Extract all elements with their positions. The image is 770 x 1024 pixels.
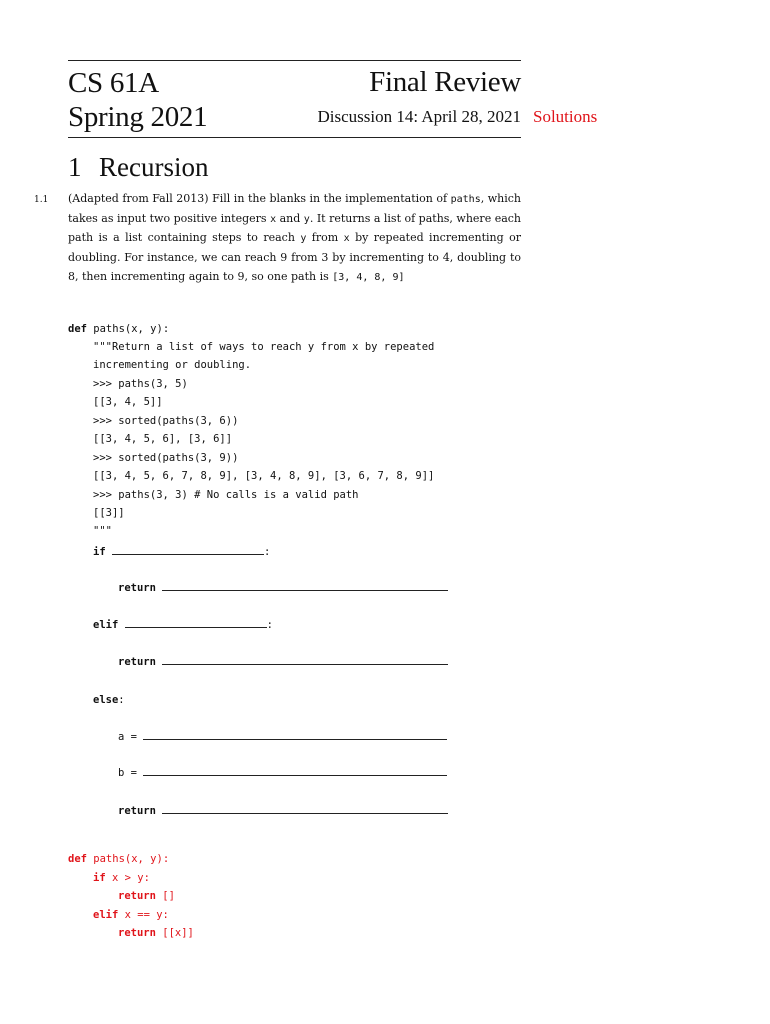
document-title: Final Review bbox=[369, 66, 521, 98]
solutions-label: Solutions bbox=[533, 107, 598, 126]
header-top-rule bbox=[68, 60, 521, 61]
return-line: return bbox=[118, 581, 448, 595]
course-term: Spring 2021 bbox=[68, 101, 208, 133]
docstring-line: >>> paths(3, 5) bbox=[93, 378, 188, 390]
docstring-line: [[3, 4, 5]] bbox=[93, 396, 163, 408]
section-title: Recursion bbox=[99, 152, 209, 182]
return-line: return bbox=[118, 655, 448, 669]
fill-blank[interactable] bbox=[162, 804, 448, 814]
docstring-line: """Return a list of ways to reach y from x by repeated bbox=[93, 341, 435, 353]
if-line: if : bbox=[93, 546, 271, 558]
fill-blank[interactable] bbox=[143, 766, 447, 776]
question-number: 1.1 bbox=[34, 195, 49, 205]
solution-line: def paths(x, y): bbox=[68, 853, 170, 865]
inline-code: x bbox=[343, 233, 350, 245]
fill-blank[interactable] bbox=[143, 730, 447, 740]
else-line: else: bbox=[93, 694, 125, 706]
docstring-line: >>> paths(3, 3) # No calls is a valid path bbox=[93, 489, 359, 501]
docstring-line: >>> sorted(paths(3, 9)) bbox=[93, 452, 239, 464]
discussion-subtitle: Discussion 14: April 28, 2021 bbox=[317, 107, 521, 126]
assign-b-line: b = bbox=[118, 766, 447, 780]
solution-line: elif x == y: bbox=[93, 909, 169, 921]
inline-code: [3, 4, 8, 9] bbox=[332, 271, 405, 283]
docstring-line: """ bbox=[93, 525, 112, 537]
docstring-line: incrementing or doubling. bbox=[93, 359, 252, 371]
docstring-line: >>> sorted(paths(3, 6)) bbox=[93, 415, 239, 427]
solution-line: if x > y: bbox=[93, 872, 150, 884]
question-text: (Adapted from Fall 2013) Fill in the blanks in the implementation of paths, which takes as input two positive integers x and y. It returns a list of paths, where each path is a list containing steps to reach y from x by repeated incrementing or doubling. For instance, we can reach 9 from 3 by incrementing to 4, doubling to 8, then incrementing again to 9, so one path is [3, 4, 8, 9] bbox=[68, 192, 522, 283]
assign-a-line: a = bbox=[118, 730, 447, 744]
fill-blank[interactable] bbox=[162, 655, 448, 665]
inline-code: x bbox=[270, 213, 277, 225]
solution-line: return [[x]] bbox=[118, 927, 194, 939]
elif-line: elif : bbox=[93, 619, 273, 631]
inline-code: y bbox=[300, 233, 307, 245]
course-name: CS 61A bbox=[68, 67, 159, 99]
solution-line: return [] bbox=[118, 890, 175, 902]
section-number: 1 bbox=[68, 152, 82, 182]
header-bottom-rule bbox=[68, 137, 521, 138]
inline-code: paths bbox=[450, 194, 481, 205]
docstring-line: [[3, 4, 5, 6], [3, 6]] bbox=[93, 433, 233, 445]
docstring-line: [[3, 4, 5, 6, 7, 8, 9], [3, 4, 8, 9], [3, 6, 7, 8, 9]] bbox=[93, 470, 435, 482]
fill-blank[interactable] bbox=[125, 618, 267, 628]
inline-code: y bbox=[303, 213, 310, 225]
return-line: return bbox=[118, 804, 448, 818]
fill-blank[interactable] bbox=[112, 545, 264, 555]
fill-blank[interactable] bbox=[162, 581, 448, 591]
code-def-line: def paths(x, y): bbox=[68, 323, 170, 335]
docstring-line: [[3]] bbox=[93, 507, 125, 519]
